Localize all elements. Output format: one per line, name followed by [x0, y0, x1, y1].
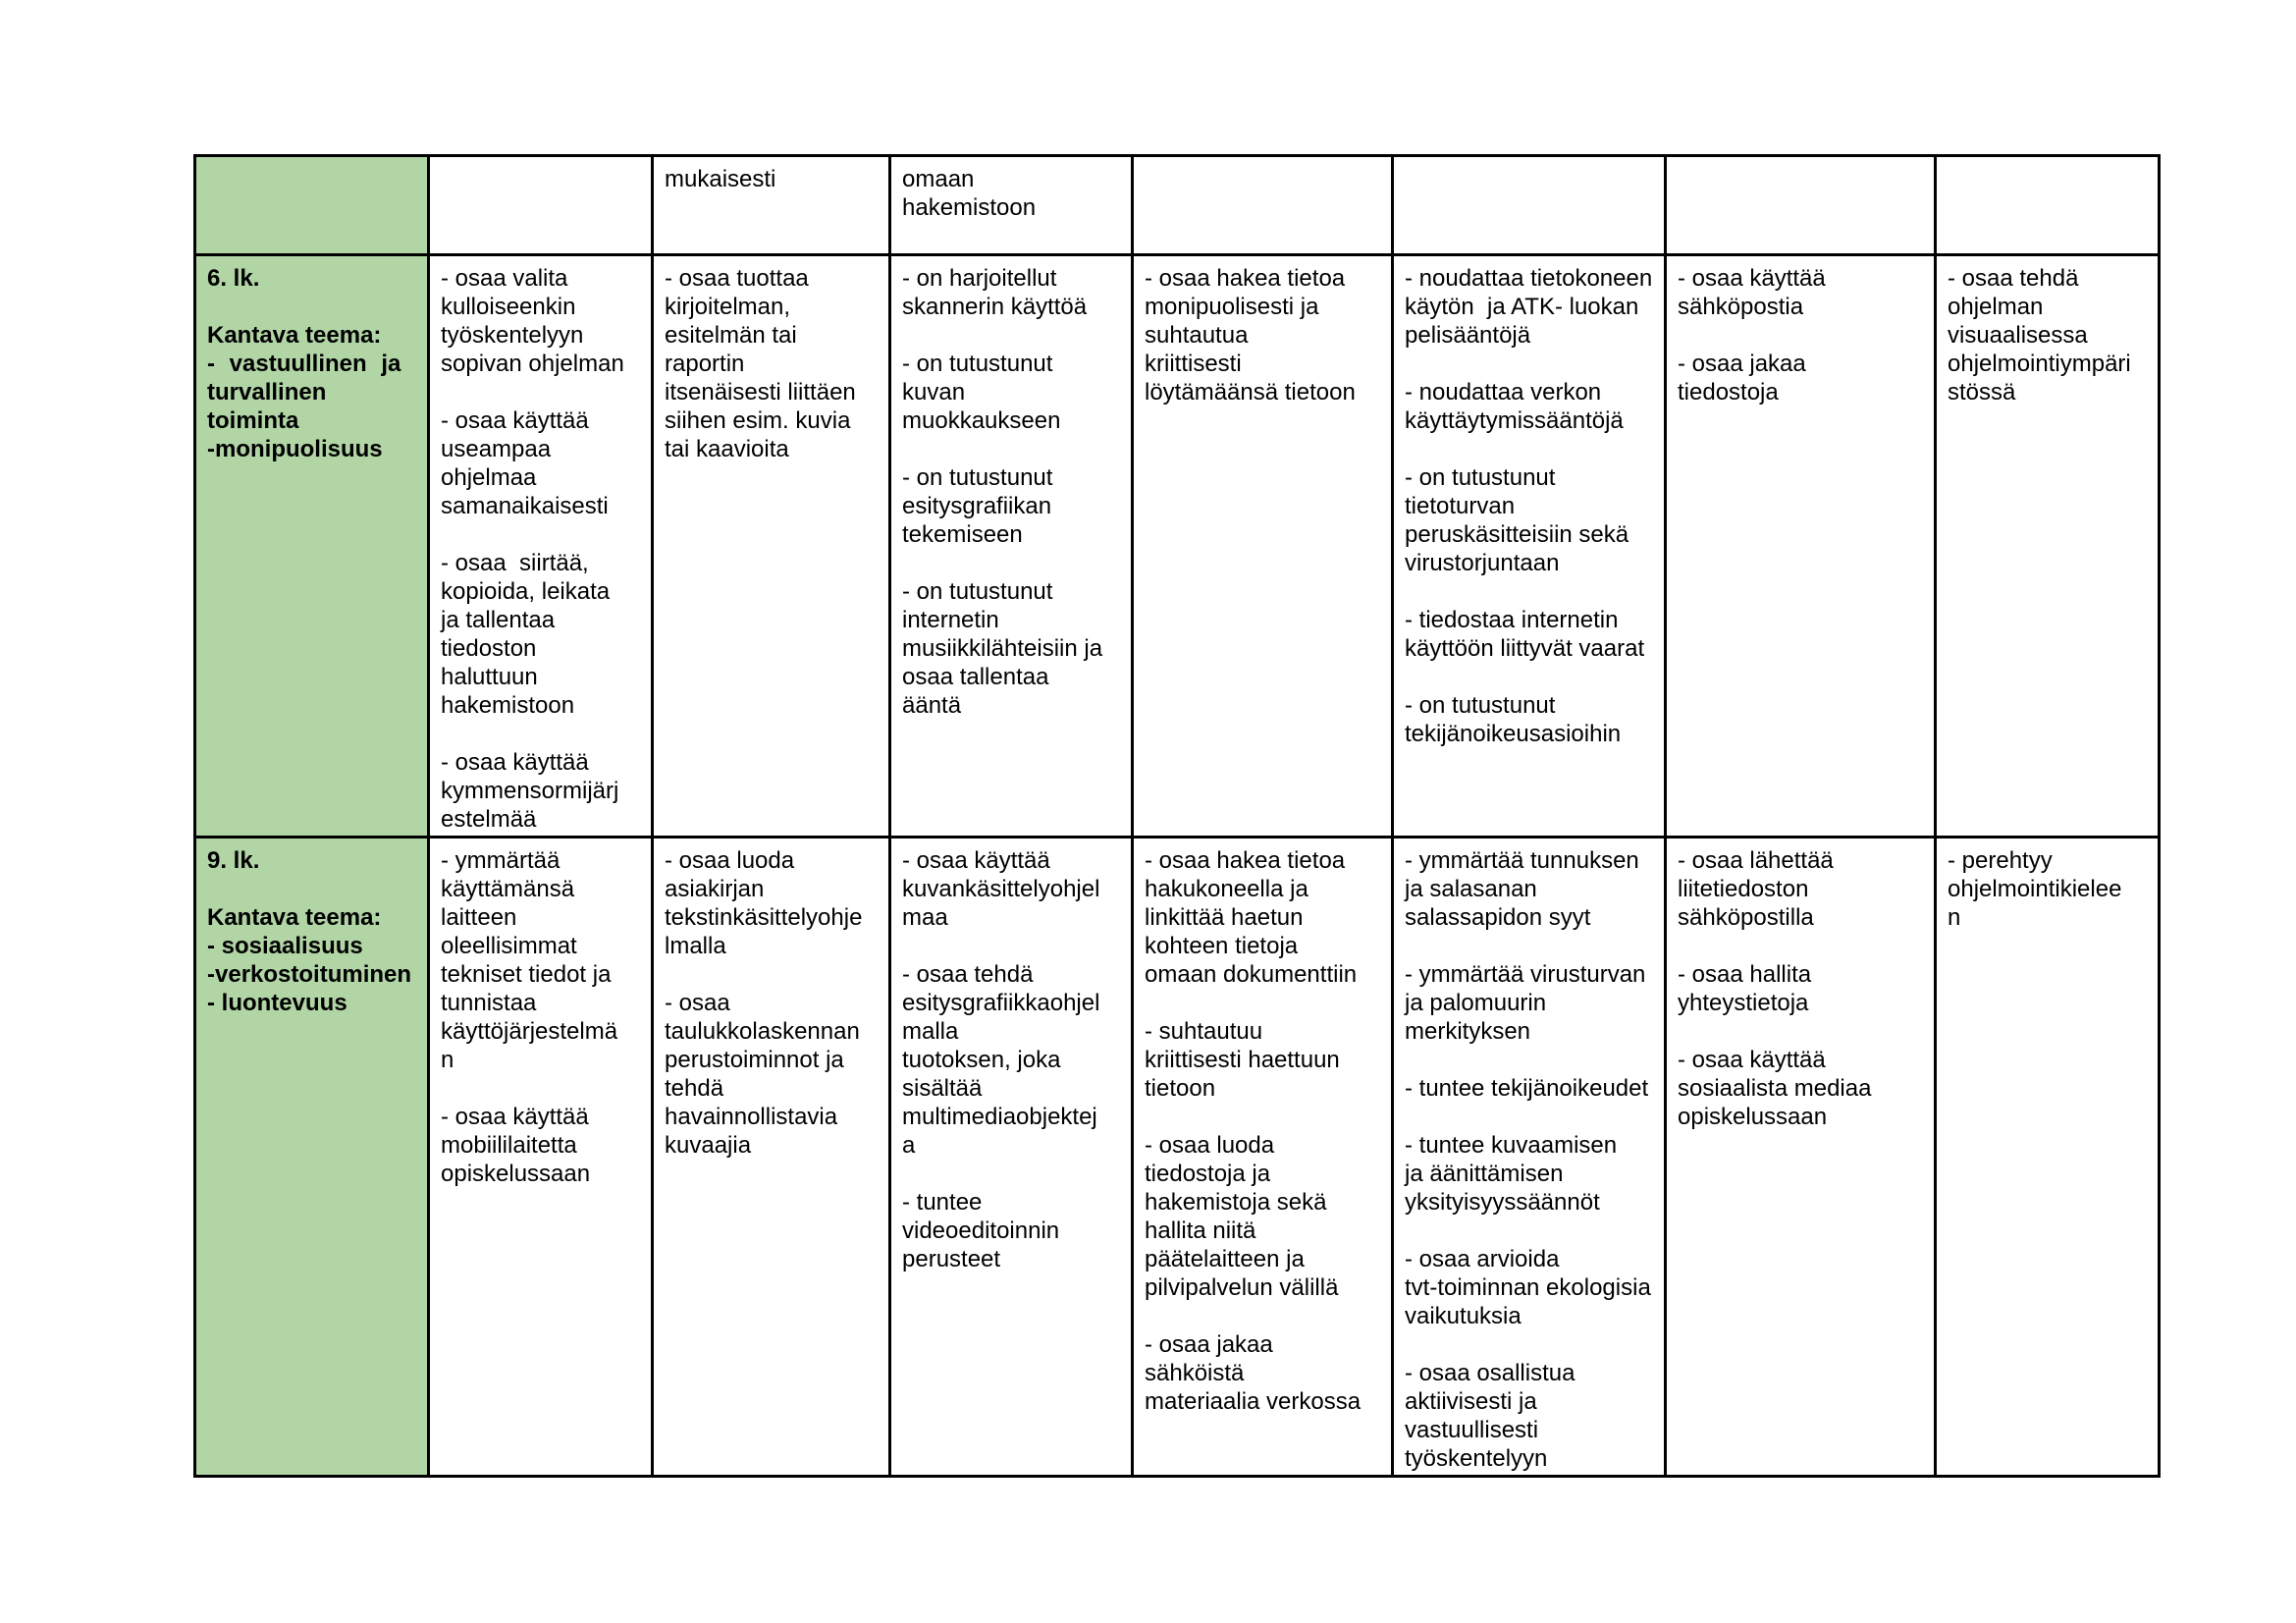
- text-line: [207, 293, 416, 321]
- text-line: - osaa hakea tietoa: [1145, 265, 1346, 292]
- text-line: mukaisesti: [665, 166, 776, 192]
- text-line: tekniset tiedot ja: [441, 961, 612, 988]
- text-line: - on tutustunut: [902, 351, 1053, 377]
- grade-label-cell: [195, 255, 429, 838]
- text-line: tuotoksen, joka: [902, 1047, 1061, 1073]
- text-line: yksityisyyssäännöt: [1405, 1189, 1600, 1216]
- text-line: videoeditoinnin: [902, 1217, 1060, 1244]
- text-line: [1405, 1046, 1653, 1074]
- text-line: perusteet: [902, 1246, 1001, 1272]
- skill-cell: [1133, 255, 1393, 838]
- text-line: - osaa hallita: [1678, 961, 1812, 988]
- text-line: työskentelyyn: [1405, 1445, 1548, 1472]
- text-line: [1678, 1017, 1923, 1046]
- text-line: sopivan ohjelman: [441, 351, 624, 377]
- text-line: - ymmärtää: [441, 847, 561, 874]
- continuation-row: [195, 156, 2160, 255]
- text-line: - osaa käyttää: [441, 749, 589, 776]
- skill-cell: [1133, 156, 1393, 255]
- text-line: - osaa jakaa: [1145, 1331, 1273, 1358]
- text-line: merkityksen: [1405, 1018, 1531, 1045]
- text-line: mobiililaitetta: [441, 1132, 577, 1159]
- text-line: turvallinen: [207, 379, 327, 406]
- text-line: n: [441, 1047, 454, 1073]
- skill-cell: [1666, 156, 1936, 255]
- text-line: stössä: [1948, 379, 2016, 406]
- text-line: hakemistoon: [441, 692, 575, 719]
- text-line: kuvankäsittelyohjel: [902, 876, 1100, 902]
- text-line: malla: [902, 1018, 959, 1045]
- text-line: peruskäsitteisiin sekä: [1405, 521, 1629, 548]
- text-line: omaan: [902, 166, 975, 192]
- text-line: osaa tallentaa: [902, 664, 1049, 690]
- text-line: taulukkolaskennan: [665, 1018, 860, 1045]
- text-line: kuvan: [902, 379, 966, 406]
- text-line: käyttäytymissääntöjä: [1405, 407, 1624, 434]
- text-line: - osaa valita: [441, 265, 568, 292]
- text-line: aktiivisesti ja: [1405, 1388, 1537, 1415]
- text-line: tiedoston: [441, 635, 537, 662]
- skill-cell: [1393, 156, 1666, 255]
- skill-cell: [1133, 838, 1393, 1477]
- text-line: - osaa luoda: [665, 847, 795, 874]
- text-line: [902, 549, 1120, 577]
- text-line: samanaikaisesti: [441, 493, 609, 519]
- text-line: maa: [902, 904, 948, 931]
- text-line: - tuntee kuvaamisen: [1405, 1132, 1618, 1159]
- text-line: ohjelmaa: [441, 464, 537, 491]
- text-line: - noudattaa tietokoneen: [1405, 265, 1653, 292]
- text-line: estelmää: [441, 806, 537, 833]
- text-line: - osaa luoda: [1145, 1132, 1275, 1159]
- text-line: tai kaavioita: [665, 436, 789, 462]
- text-line: hakemistoon: [902, 194, 1037, 221]
- text-line: - osaa lähettää: [1678, 847, 1834, 874]
- text-line: käyttöön liittyvät vaarat: [1405, 635, 1645, 662]
- text-line: [1405, 350, 1653, 378]
- text-line: toiminta: [207, 407, 299, 434]
- text-line: asiakirjan: [665, 876, 765, 902]
- text-line: [1145, 1302, 1380, 1330]
- text-line: esitelmän tai: [665, 322, 797, 349]
- text-line: kriittisesti: [1145, 351, 1242, 377]
- text-line: - on harjoitellut: [902, 265, 1057, 292]
- skill-cell: [653, 255, 890, 838]
- text-line: - osaa käyttää: [902, 847, 1050, 874]
- grade-label-cell: [195, 156, 429, 255]
- text-line: kohteen tietoja: [1145, 933, 1299, 959]
- text-line: [1405, 577, 1653, 606]
- skill-cell: [653, 156, 890, 255]
- grade-6-row: [195, 255, 2160, 838]
- text-line: käytön ja ATK- luokan: [1405, 294, 1639, 320]
- text-line: pilvipalvelun välillä: [1145, 1274, 1339, 1301]
- text-line: tekijänoikeusasioihin: [1405, 721, 1622, 747]
- text-line: sosiaalista mediaa: [1678, 1075, 1872, 1102]
- text-line: kirjoitelman,: [665, 294, 791, 320]
- text-line: käyttöjärjestelmä: [441, 1018, 618, 1045]
- text-line: [1405, 435, 1653, 463]
- text-line: käyttämänsä: [441, 876, 575, 902]
- text-line: 9. lk.: [207, 847, 260, 874]
- text-line: tiedostoja: [1678, 379, 1779, 406]
- text-line: - tiedostaa internetin: [1405, 607, 1619, 633]
- text-line: musiikkilähteisiin ja: [902, 635, 1103, 662]
- text-line: ohjelmointikielee: [1948, 876, 2122, 902]
- text-line: ja äänittämisen: [1405, 1161, 1564, 1187]
- text-line: sähköpostia: [1678, 294, 1804, 320]
- text-line: tvt-toiminnan ekologisia: [1405, 1274, 1651, 1301]
- text-line: [1145, 1103, 1380, 1131]
- text-line: Kantava teema:: [207, 322, 382, 349]
- text-line: liitetiedoston: [1678, 876, 1809, 902]
- text-line: sähköistä: [1145, 1360, 1245, 1386]
- text-line: virustorjuntaan: [1405, 550, 1560, 576]
- text-line: tietoturvan: [1405, 493, 1516, 519]
- text-line: - on tutustunut: [902, 464, 1053, 491]
- text-line: - osaa tehdä: [1948, 265, 2079, 292]
- text-line: [1405, 1217, 1653, 1245]
- text-line: -verkostoituminen: [207, 961, 412, 988]
- skill-cell: [1666, 838, 1936, 1477]
- text-line: ja palomuurin: [1405, 990, 1547, 1016]
- text-line: kopioida, leikata: [441, 578, 611, 605]
- curriculum-table: [193, 154, 2161, 1478]
- text-line: - perehtyy: [1948, 847, 2053, 874]
- text-line: tietoon: [1145, 1075, 1216, 1102]
- text-line: [1678, 321, 1923, 350]
- text-line: tehdä: [665, 1075, 724, 1102]
- text-line: yhteystietoja: [1678, 990, 1809, 1016]
- text-line: monipuolisesti ja: [1145, 294, 1319, 320]
- curriculum-table-body: [195, 156, 2160, 1477]
- text-line: - osaa käyttää: [441, 407, 589, 434]
- skill-cell: [429, 838, 653, 1477]
- text-line: [902, 321, 1120, 350]
- text-line: [441, 1074, 640, 1103]
- skill-cell: [1393, 255, 1666, 838]
- text-line: kymmensormijärj: [441, 778, 619, 804]
- text-line: - osaa arvioida: [1405, 1246, 1560, 1272]
- text-line: [902, 1160, 1120, 1188]
- text-line: itsenäisesti liittäen: [665, 379, 856, 406]
- text-line: esitysgrafiikkaohjel: [902, 990, 1100, 1016]
- text-line: hakukoneella ja: [1145, 876, 1308, 902]
- text-line: kuvaajia: [665, 1132, 752, 1159]
- text-line: [441, 720, 640, 748]
- text-line: kriittisesti haettuun: [1145, 1047, 1340, 1073]
- text-line: - osaa jakaa: [1678, 351, 1806, 377]
- text-line: hakemistoja sekä: [1145, 1189, 1327, 1216]
- text-line: - osaa: [665, 990, 730, 1016]
- text-line: - osaa käyttää: [1678, 265, 1826, 292]
- text-line: n: [1948, 904, 1961, 931]
- text-line: [902, 435, 1120, 463]
- text-line: visuaalisessa: [1948, 322, 2088, 349]
- text-line: - tuntee tekijänoikeudet: [1405, 1075, 1649, 1102]
- text-line: linkittää haetun: [1145, 904, 1304, 931]
- text-line: - osaa käyttää: [441, 1104, 589, 1130]
- text-line: - on tutustunut: [902, 578, 1053, 605]
- text-line: [1145, 989, 1380, 1017]
- text-line: [1678, 932, 1923, 960]
- text-line: - suhtautuu: [1145, 1018, 1263, 1045]
- text-line: ääntä: [902, 692, 962, 719]
- text-line: perustoiminnot ja: [665, 1047, 844, 1073]
- grade-9-row: [195, 838, 2160, 1477]
- skill-cell: [1936, 838, 2160, 1477]
- text-line: - ymmärtää virusturvan: [1405, 961, 1646, 988]
- text-line: ohjelman: [1948, 294, 2044, 320]
- text-line: havainnollistavia: [665, 1104, 838, 1130]
- text-line: internetin: [902, 607, 999, 633]
- grade-label-cell: [195, 838, 429, 1477]
- text-line: esitysgrafiikan: [902, 493, 1052, 519]
- text-line: - osaa tuottaa: [665, 265, 809, 292]
- skill-cell: [890, 838, 1133, 1477]
- text-line: opiskelussaan: [441, 1161, 591, 1187]
- skill-cell: [1393, 838, 1666, 1477]
- text-line: - noudattaa verkon: [1405, 379, 1602, 406]
- skill-cell: [653, 838, 890, 1477]
- text-line: raportin: [665, 351, 745, 377]
- text-line: - osaa käyttää: [1678, 1047, 1826, 1073]
- text-line: muokkaukseen: [902, 407, 1061, 434]
- text-line: löytämäänsä tietoon: [1145, 379, 1356, 406]
- text-line: opiskelussaan: [1678, 1104, 1828, 1130]
- text-line: tunnistaa: [441, 990, 537, 1016]
- text-line: materiaalia verkossa: [1145, 1388, 1362, 1415]
- skill-cell: [429, 156, 653, 255]
- text-line: tekemiseen: [902, 521, 1023, 548]
- text-line: - osaa tehdä: [902, 961, 1034, 988]
- text-line: salassapidon syyt: [1405, 904, 1591, 931]
- text-line: - sosiaalisuus: [207, 933, 363, 959]
- text-line: kulloiseenkin: [441, 294, 576, 320]
- text-line: laitteen: [441, 904, 517, 931]
- text-line: - osaa siirtää,: [441, 550, 589, 576]
- text-line: [1405, 932, 1653, 960]
- skill-cell: [890, 156, 1133, 255]
- text-line: [441, 520, 640, 549]
- text-line: vaikutuksia: [1405, 1303, 1522, 1329]
- text-line: ja tallentaa: [441, 607, 556, 633]
- skill-cell: [1666, 255, 1936, 838]
- text-line: - osaa osallistua: [1405, 1360, 1575, 1386]
- text-line: multimediaobjektej: [902, 1104, 1097, 1130]
- text-line: päätelaitteen ja: [1145, 1246, 1305, 1272]
- text-line: pelisääntöjä: [1405, 322, 1531, 349]
- text-line: hallita niitä: [1145, 1217, 1256, 1244]
- text-line: lmalla: [665, 933, 726, 959]
- text-line: vastuullisesti: [1405, 1417, 1539, 1443]
- text-line: [1405, 1330, 1653, 1359]
- text-line: [665, 960, 878, 989]
- skill-cell: [1936, 255, 2160, 838]
- text-line: [441, 378, 640, 406]
- text-line: skannerin käyttöä: [902, 294, 1088, 320]
- text-line: ja salasanan: [1405, 876, 1537, 902]
- text-line: sähköpostilla: [1678, 904, 1814, 931]
- skill-cell: [1936, 156, 2160, 255]
- text-line: - osaa hakea tietoa: [1145, 847, 1346, 874]
- text-line: - tuntee: [902, 1189, 983, 1216]
- skill-cell: [890, 255, 1133, 838]
- text-line: oleellisimmat: [441, 933, 577, 959]
- text-line: haluttuun: [441, 664, 538, 690]
- skill-cell: [429, 255, 653, 838]
- text-line: - on tutustunut: [1405, 464, 1556, 491]
- text-line: -monipuolisuus: [207, 436, 383, 462]
- text-line: työskentelyyn: [441, 322, 584, 349]
- text-line: tiedostoja ja: [1145, 1161, 1271, 1187]
- text-line: [207, 875, 416, 903]
- text-line: a: [902, 1132, 916, 1159]
- text-line: [1405, 1103, 1653, 1131]
- text-line: sisältää: [902, 1075, 983, 1102]
- text-line: [1405, 663, 1653, 691]
- text-line: siihen esim. kuvia: [665, 407, 851, 434]
- text-line: tekstinkäsittelyohje: [665, 904, 863, 931]
- text-line: ohjelmointiympäri: [1948, 351, 2131, 377]
- text-line: useampaa: [441, 436, 552, 462]
- text-line: 6. lk.: [207, 265, 260, 292]
- text-line: omaan dokumenttiin: [1145, 961, 1358, 988]
- text-line: [902, 932, 1120, 960]
- text-line: suhtautua: [1145, 322, 1249, 349]
- text-line: - vastuullinen ja: [207, 351, 401, 377]
- text-line: - ymmärtää tunnuksen: [1405, 847, 1639, 874]
- text-line: Kantava teema:: [207, 904, 382, 931]
- text-line: - on tutustunut: [1405, 692, 1556, 719]
- text-line: - luontevuus: [207, 990, 347, 1016]
